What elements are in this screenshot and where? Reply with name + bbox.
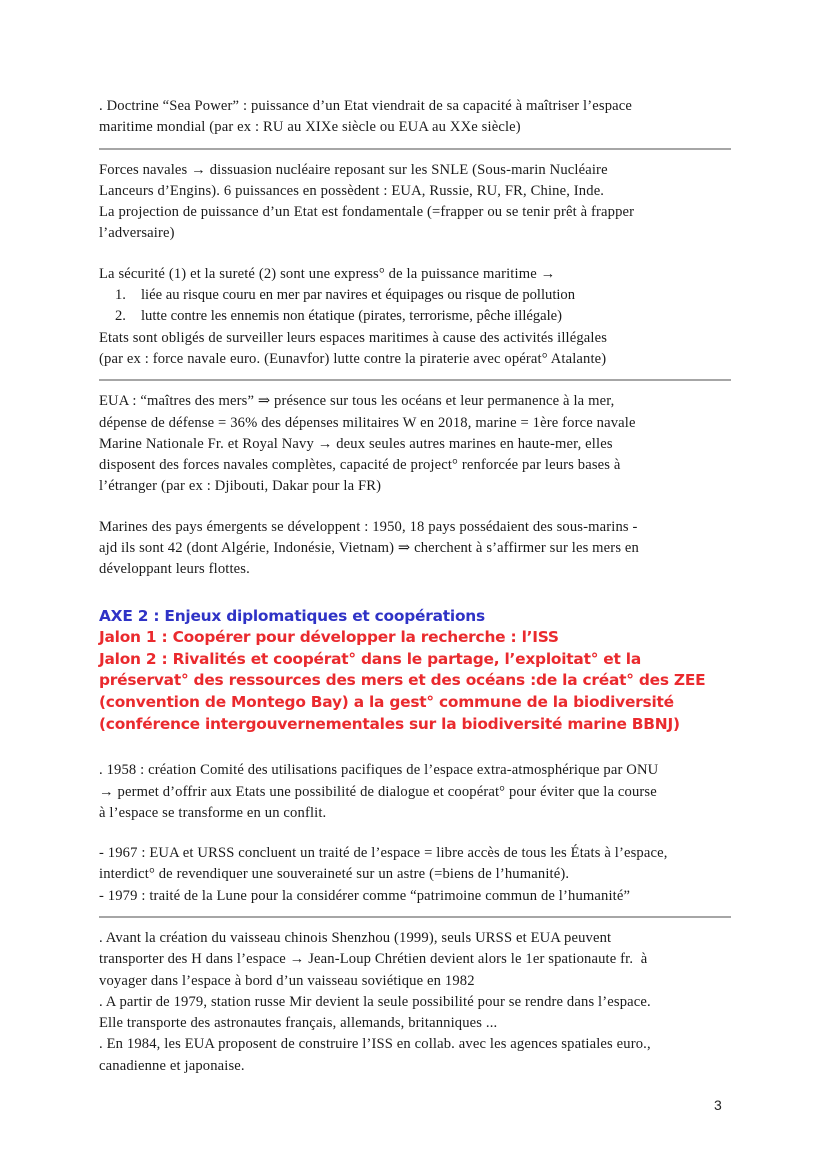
heading-jalon2-line2: préservat° des ressources des mers et des océans :de la créat° des ZEE <box>99 671 706 690</box>
text-line: disposent des forces navales complètes, capacité de project° renforcée par leurs bases à <box>99 457 621 474</box>
text-line: l’adversaire) <box>99 225 175 242</box>
list-item-number: 1. <box>115 287 126 304</box>
spacer <box>99 735 731 760</box>
heading-jalon2-line3: (convention de Montego Bay) a la gest° commune de la biodiversité <box>99 693 674 712</box>
text-line: → permet d’offrir aux Etats une possibilité de dialogue et coopérat° pour éviter que la course <box>99 783 657 800</box>
text-line: (par ex : force navale euro. (Eunavfor) lutte contre la piraterie avec opérat° Atalante) <box>99 350 607 367</box>
text-line: . Doctrine “Sea Power” : puissance d’un Etat viendrait de sa capacité à maîtriser l’espace <box>99 98 633 114</box>
paragraph-doctrine-sea-power <box>99 96 731 139</box>
text-line: l’étranger (par ex : Djibouti, Dakar pour la FR) <box>99 478 382 495</box>
text-line: . En 1984, les EUA proposent de construire l’ISS en collab. avec les agences spatiales euro., <box>99 1036 651 1053</box>
heading-jalon2-line4: (conférence intergouvernementales sur la biodiversité marine BBNJ) <box>99 714 680 733</box>
spacer <box>99 498 731 517</box>
paragraph-securite-outro <box>99 328 731 371</box>
text-line: développant leurs flottes. <box>99 561 250 578</box>
list-item-label: lutte contre les ennemis non étatique (pirates, terrorisme, pêche illégale) <box>141 308 563 325</box>
text-line: La sécurité (1) et la sureté (2) sont une express° de la puissance maritime → <box>99 265 556 282</box>
section-divider-1 <box>99 148 731 150</box>
paragraph-traites-espace <box>99 843 731 907</box>
text-line: EUA : “maîtres des mers” ⇒ présence sur tous les océans et leur permanence à la mer, <box>99 393 615 410</box>
text-line: dépense de défense = 36% des dépenses militaires W en 2018, marine = 1ère force navale <box>99 414 636 431</box>
text-line: voyager dans l’espace à bord d’un vaisseau soviétique en 1982 <box>99 972 475 989</box>
text-line: à l’espace se transforme en un conflit. <box>99 804 327 821</box>
text-line: maritime mondial (par ex : RU au XIXe siècle ou EUA au XXe siècle) <box>99 119 521 136</box>
text-line: - 1979 : traité de la Lune pour la considérer comme “patrimoine commun de l’humanité” <box>99 887 631 904</box>
text-line: transporter des H dans l’espace → Jean-Loup Chrétien devient alors le 1er spationaute fr. à <box>99 951 648 968</box>
paragraph-forces-navales <box>99 160 731 245</box>
section-divider-3 <box>99 916 731 918</box>
section-divider-2-wrap <box>99 370 731 391</box>
page-number: 3 <box>714 1097 722 1113</box>
list-item <box>99 306 731 327</box>
paragraph-shenzhou-mir-iss <box>99 928 731 1077</box>
spacer <box>99 245 731 264</box>
text-line: . A partir de 1979, station russe Mir devient la seule possibilité pour se rendre dans l’espace. <box>99 993 651 1010</box>
section-divider-2 <box>99 379 731 381</box>
list-item-label: liée au risque couru en mer par navires et équipages ou risque de pollution <box>141 287 576 304</box>
spacer <box>99 581 731 606</box>
heading-axe2-title: AXE 2 : Enjeux diplomatiques et coopérations <box>99 606 485 625</box>
paragraph-marines-pays-emergents <box>99 517 731 581</box>
text-line: - 1967 : EUA et URSS concluent un traité de l’espace = libre accès de tous les États à l’espace, <box>99 845 668 862</box>
list-item <box>99 285 731 306</box>
spacer <box>99 824 731 843</box>
text-line: Marine Nationale Fr. et Royal Navy → deux seules autres marines en haute-mer, elles <box>99 435 613 452</box>
text-line: canadienne et japonaise. <box>99 1057 245 1074</box>
paragraph-eua-maitres-des-mers <box>99 391 731 497</box>
heading-block-axe2 <box>99 606 731 736</box>
text-line: . Avant la création du vaisseau chinois Shenzhou (1999), seuls URSS et EUA peuvent <box>99 929 612 946</box>
text-line: . 1958 : création Comité des utilisations pacifiques de l’espace extra-atmosphérique par ONU <box>99 762 659 779</box>
text-line: La projection de puissance d’un Etat est fondamentale (=frapper ou se tenir prêt à frapper <box>99 204 635 221</box>
heading-jalon1: Jalon 1 : Coopérer pour développer la recherche : l’ISS <box>99 628 559 647</box>
text-line: interdict° de revendiquer une souveraineté sur un astre (=biens de l’humanité). <box>99 866 570 883</box>
heading-jalon2-line1: Jalon 2 : Rivalités et coopérat° dans le partage, l’exploitat° et la <box>99 649 641 668</box>
text-line: Marines des pays émergents se développent : 1950, 18 pays possédaient des sous-marins - <box>99 518 638 535</box>
text-line: ajd ils sont 42 (dont Algérie, Indonésie, Vietnam) ⇒ cherchent à s’affirmer sur les mers en <box>99 540 639 557</box>
paragraph-securite-intro <box>99 264 731 285</box>
paragraph-comite-1958 <box>99 760 731 824</box>
text-line: Lanceurs d’Engins). 6 puissances en possèdent : EUA, Russie, RU, FR, Chine, Inde. <box>99 182 605 199</box>
text-line: Etats sont obligés de surveiller leurs espaces maritimes à cause des activités illégales <box>99 329 608 346</box>
list-item-number: 2. <box>115 308 126 325</box>
section-divider-1-wrap <box>99 139 731 160</box>
document-content <box>99 96 731 1077</box>
text-line: Forces navales → dissuasion nucléaire reposant sur les SNLE (Sous-marin Nucléaire <box>99 161 608 178</box>
text-line: Elle transporte des astronautes français, allemands, britanniques ... <box>99 1015 498 1032</box>
numbered-list-securite <box>99 285 731 328</box>
section-divider-3-wrap <box>99 907 731 928</box>
